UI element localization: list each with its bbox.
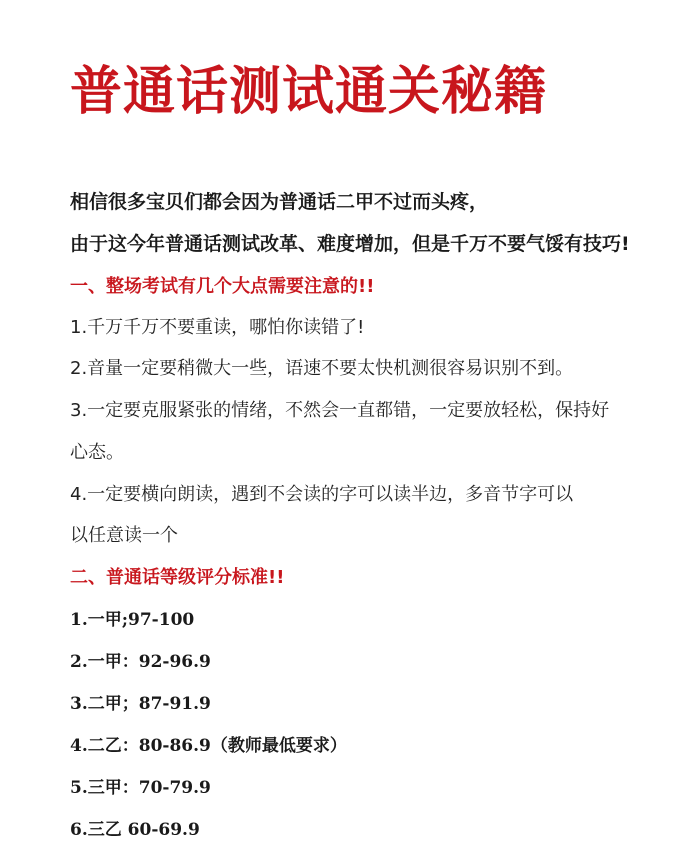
tip-item-4: 4.一定要横向朗读，遇到不会读的字可以读半边，多音节字可以 <box>70 484 574 505</box>
section-2-heading: 二、普通话等级评分标准!! <box>70 567 285 588</box>
tip-item-3-continued: 心态。 <box>70 442 124 463</box>
tip-item-2: 2.音量一定要稍微大一些，语速不要太快机测很容易识别不到。 <box>70 358 574 379</box>
grade-item-5: 5.三甲：70-79.9 <box>70 778 211 798</box>
tip-item-3: 3.一定要克服紧张的情绪，不然会一直都错，一定要放轻松，保持好 <box>70 400 610 421</box>
tip-item-1: 1.千万千万不要重读，哪怕你读错了! <box>70 317 365 338</box>
intro-line-1: 相信很多宝贝们都会因为普通话二甲不过而头疼， <box>70 191 489 213</box>
grade-item-2: 2.一甲：92-96.9 <box>70 652 211 672</box>
grade-item-6: 6.三乙 60-69.9 <box>70 820 200 840</box>
grade-item-4: 4.二乙：80-86.9（教师最低要求） <box>70 736 347 756</box>
intro-line-2: 由于这今年普通话测试改革、难度增加，但是千万不要气馁有技巧! <box>70 233 630 255</box>
grade-item-3: 3.二甲；87-91.9 <box>70 694 211 714</box>
section-1-heading: 一、整场考试有几个大点需要注意的!! <box>70 276 375 297</box>
tip-item-4-continued: 以任意读一个 <box>70 525 178 546</box>
page-title: 普通话测试通关秘籍 <box>70 62 548 122</box>
grade-item-1: 1.一甲;97-100 <box>70 610 195 630</box>
